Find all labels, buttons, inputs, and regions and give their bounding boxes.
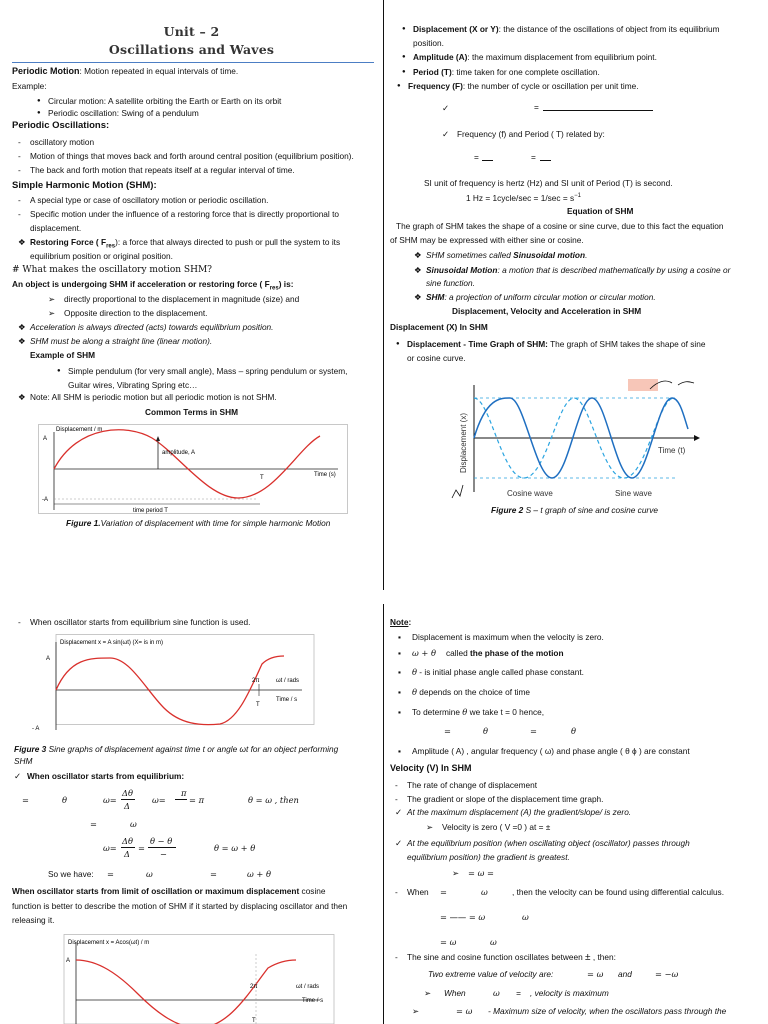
arrow-item-1: ➢ directly proportional to the displacement in magnitude (size) and xyxy=(48,294,300,304)
fig4-wt: ωt / rads xyxy=(296,984,320,990)
po-item-1: - oscillatory motion xyxy=(18,137,95,147)
what-makes-heading: # What makes the oscillatory motion SHM? xyxy=(12,265,212,275)
fig3-title: Displacement x = A sin(ωt) (X= is in m) xyxy=(60,640,164,646)
disp-def-line-2: position. xyxy=(413,38,444,48)
periodic-oscillations-heading xyxy=(12,120,109,131)
vel-item-2: - The gradient or slope of the displacement time graph. xyxy=(395,794,604,804)
accel-note: ❖ Acceleration is always directed (acts) towards equilibrium position. xyxy=(18,322,274,332)
diamond-bullet-icon: ❖ xyxy=(414,292,422,302)
eq-2a: = xyxy=(474,152,479,162)
hz-line: 1 Hz = 1cycle/sec = $1/\sec = s^{-1}$ xyxy=(466,192,581,203)
periodic-motion-label: Periodic Motion xyxy=(12,66,80,76)
sinusoidal-1: ❖ SHM sometimes called Sinusoidal motion. xyxy=(414,250,588,260)
note-item-5: ▪ To determine θ we take t = 0 hence, xyxy=(398,707,545,717)
diamond-bullet-icon: ❖ xyxy=(18,392,26,402)
fig1-amplitude-label: amplitude, A xyxy=(162,450,196,456)
amp-def-line: ● Amplitude (A): the maximum displacement from equilibrium point. xyxy=(413,52,657,63)
common-terms-heading: Common Terms in SHM xyxy=(145,407,238,417)
arrow-bullet-icon: ➢ xyxy=(48,294,55,304)
eq-2a-blank xyxy=(482,160,493,161)
title-underline xyxy=(12,62,374,63)
po-heading-text: Periodic Oscillations xyxy=(12,120,106,131)
example-shm-heading: Example of SHM xyxy=(30,350,96,360)
shm-projection: ❖ SHM: a projection of uniform circular motion or circular motion. xyxy=(414,292,656,302)
dva-heading: Displacement, Velocity and Acceleration in SHM xyxy=(452,306,642,316)
figure-1-graph xyxy=(38,424,348,514)
example-label: Example: xyxy=(12,81,47,91)
fig1-negA: -A xyxy=(42,497,48,503)
arrow-bullet-icon: ➢ xyxy=(48,308,55,318)
example-item-2: ● Periodic oscillation: Swing of a pendulum xyxy=(48,108,199,119)
fig1-xlabel: Time (s) xyxy=(314,472,336,478)
arrow-bullet-icon: ➢ xyxy=(426,822,433,832)
math-row-3: ω= Δθ Δ = θ − θ − θ = ω + θ xyxy=(103,836,256,859)
restoring-force-line-2: equilibrium position or original position. xyxy=(30,251,173,261)
check-icon: ✓ xyxy=(14,771,21,781)
sinusoidal-2: ❖ Sinusoidal Motion: a motion that is described mathematically by using a cosine or xyxy=(414,265,731,275)
si-unit-line: SI unit of frequency is hertz (Hz) and SI unit of Period (T) is second. xyxy=(424,178,673,188)
vel-item-3: ✓ At the maximum displacement (A) the gradient/slope/ is zero. xyxy=(395,807,632,817)
po-colon: : xyxy=(105,120,110,131)
column-divider-top xyxy=(383,0,384,590)
fig3-T: T xyxy=(256,702,260,708)
fig1-ylabel: Displacement / m xyxy=(56,427,103,433)
eq-2b-blank xyxy=(540,160,551,161)
fig2-cos-label: Cosine wave xyxy=(507,489,553,498)
example-shm-item-2: Guitar wires, Vibrating Spring etc… xyxy=(68,380,198,390)
fig4-title: Displacement x = Acos(ωt) / m xyxy=(68,940,150,946)
vel-item-5: ✓ At the equilibrium position (when oscillating object (oscillator) passes through xyxy=(395,838,690,848)
velocity-heading: Velocity (V) In SHM xyxy=(390,763,472,773)
figure-3-caption: Figure 3 Sine graphs of displacement against time t or angle ωt for an object performing xyxy=(14,744,339,754)
po-item-2: - Motion of things that moves back and forth around central position (equilibrium position). xyxy=(18,151,354,161)
note-all: ❖ Note: All SHM is periodic motion but all periodic motion is not SHM. xyxy=(18,392,277,402)
periodic-motion-def: : Motion repeated in equal intervals of time. xyxy=(79,66,239,76)
po-item-3: - The back and forth motion that repeats itself at a regular interval of time. xyxy=(18,165,295,175)
note-item-6: ▪ Amplitude ( A) , angular frequency ( ω) and phase angle ( θ ϕ ) are constant xyxy=(398,746,690,756)
limit-line-3: releasing it. xyxy=(12,915,55,925)
fig1-period-label: time period T xyxy=(133,508,168,514)
an-object-line: An object is undergoing SHM if acceleration or restoring force ( $F_{res}$) is: xyxy=(12,279,294,292)
fig4-A: A xyxy=(66,958,71,964)
example-item-1: ● Circular motion: A satellite orbiting the Earth or Earth on its orbit xyxy=(48,96,281,107)
graph-text-line: The graph of SHM takes the shape of a cosine or sine curve, due to this fact the equation xyxy=(396,221,724,231)
sinusoidal-2b: sine function. xyxy=(426,278,475,288)
start-eq-line: - When oscillator starts from equilibrium sine function is used. xyxy=(18,617,251,627)
vel-item-5b: equilibrium position) the gradient is greatest. xyxy=(407,852,570,862)
check-icon: ✓ xyxy=(395,838,402,848)
figure-2-caption: Figure 2 S – t graph of sine and cosine curve xyxy=(491,505,658,515)
fig3-negA: - A xyxy=(32,726,40,732)
figure-3-graph xyxy=(30,634,316,734)
freq-def-line: ● Frequency (F): the number of cycle or oscillation per unit time. xyxy=(408,81,639,92)
figure-1-caption: Figure 1.Variation of displacement with time for simple harmonic Motion xyxy=(66,518,331,528)
sine-cos-line: - The sine and cosine function oscillates between ± , then: xyxy=(395,952,616,963)
freq-period-line: ✓ Frequency (f) and Period ( T) related by: xyxy=(442,129,605,139)
check-icon: ✓ xyxy=(395,807,402,817)
vel-item-4: ➢ Velocity is zero ( V =0 ) at = ± xyxy=(426,822,551,832)
diamond-bullet-icon: ❖ xyxy=(414,265,422,275)
restoring-force-line: ❖ Restoring Force ( $F_{res}$): a force that always directed to push or pull the system to its xyxy=(18,237,341,250)
figure-4-graph xyxy=(38,934,338,1024)
diamond-bullet-icon: ❖ xyxy=(18,322,26,332)
subject-title: Oscillations and Waves xyxy=(108,42,275,57)
diamond-bullet-icon: ❖ xyxy=(414,250,422,260)
fig1-T: T xyxy=(260,475,264,481)
fig1-A: A xyxy=(43,436,48,442)
column-divider-bottom xyxy=(383,604,384,1024)
dt-graph-line: ● Displacement - Time Graph of SHM: The graph of SHM takes the shape of sine xyxy=(407,339,706,350)
arrow-item-2: ➢ Opposite direction to the displacement. xyxy=(48,308,208,318)
shm-item-2: - Specific motion under the influence of a restoring force that is directly proportional to xyxy=(18,209,339,219)
note-item-4: ▪ θ depends on the choice of time xyxy=(398,687,531,697)
period-def-line: ● Period (T): time taken for one complete oscillation. xyxy=(413,67,600,78)
dt-graph-line-2: or cosine curve. xyxy=(407,353,466,363)
fig3-time: Time / s xyxy=(276,697,298,703)
fig3-A: A xyxy=(46,656,51,662)
example-shm-item: ● Simple pendulum (for very small angle), Mass – spring pendulum or system, xyxy=(68,366,347,377)
arrow-bullet-icon: ➢ xyxy=(424,988,431,998)
check-1: ✓ xyxy=(442,103,449,113)
eq-2b: = xyxy=(531,152,536,162)
arrow-bullet-icon: ➢ xyxy=(412,1006,419,1016)
fig4-time: Time / s xyxy=(302,998,324,1004)
fig2-xlabel: Time (t) xyxy=(658,446,686,455)
note-heading: Note: xyxy=(390,617,412,627)
fig4-2pi: 2π xyxy=(250,984,258,990)
check-eq-line: ✓ When oscillator starts from equilibrium: xyxy=(14,771,185,781)
graph-text-line-2: of SHM may be expressed with either sine or cosine. xyxy=(390,235,584,245)
math-row-1: = θ ω= Δθ Δ ω= π = π θ = ω , then xyxy=(22,788,299,811)
fig3-wt: ωt / rads xyxy=(276,678,300,684)
figure-3-caption-2: SHM xyxy=(14,756,33,766)
diamond-bullet-icon: ❖ xyxy=(18,237,26,247)
disp-def-line: ● Displacement (X or Y): the distance of the oscillations of object from its equilibrium xyxy=(413,24,720,35)
equation-of-shm-heading: Equation of SHM xyxy=(567,206,634,216)
shm-item-3: displacement. xyxy=(30,223,82,233)
diamond-bullet-icon: ❖ xyxy=(18,336,26,346)
figure-2-graph xyxy=(450,377,702,502)
note-item-1: ▪ Displacement is maximum when the velocity is zero. xyxy=(398,632,604,642)
note-item-2: ▪ ω + θ called the phase of the motion xyxy=(398,648,564,658)
fig2-ylabel: Displacement (x) xyxy=(459,412,468,473)
vel-item-1: - The rate of change of displacement xyxy=(395,780,538,790)
eq-1-blank xyxy=(543,110,653,111)
note-item-3: ▪ θ - is initial phase angle called phase constant. xyxy=(398,667,584,677)
fig3-2pi: 2π xyxy=(252,678,260,684)
unit-title: Unit – 2 xyxy=(163,24,220,39)
straight-note: ❖ SHM must be along a straight line (linear motion). xyxy=(18,336,213,346)
check-icon: ✓ xyxy=(442,129,449,139)
eq-1: = xyxy=(534,102,539,112)
shm-heading: Simple Harmonic Motion (SHM): xyxy=(12,180,157,191)
periodic-motion-line xyxy=(12,66,238,77)
limit-line-2: function is better to describe the motion of SHM if it started by displacing oscillator and then xyxy=(12,901,348,911)
vel-item-6: ➢ = ω = xyxy=(452,868,494,878)
limit-line: When oscillator starts from limit of oscillation or maximum displacement cosine xyxy=(12,886,326,896)
arrow-bullet-icon: ➢ xyxy=(452,868,459,878)
shm-item-1: - A special type or case of oscillatory motion or periodic oscillation. xyxy=(18,195,269,205)
disp-x-heading: Displacement (X) In SHM xyxy=(390,322,488,332)
fig4-T: T xyxy=(252,1018,256,1024)
fig2-sin-label: Sine wave xyxy=(615,489,652,498)
